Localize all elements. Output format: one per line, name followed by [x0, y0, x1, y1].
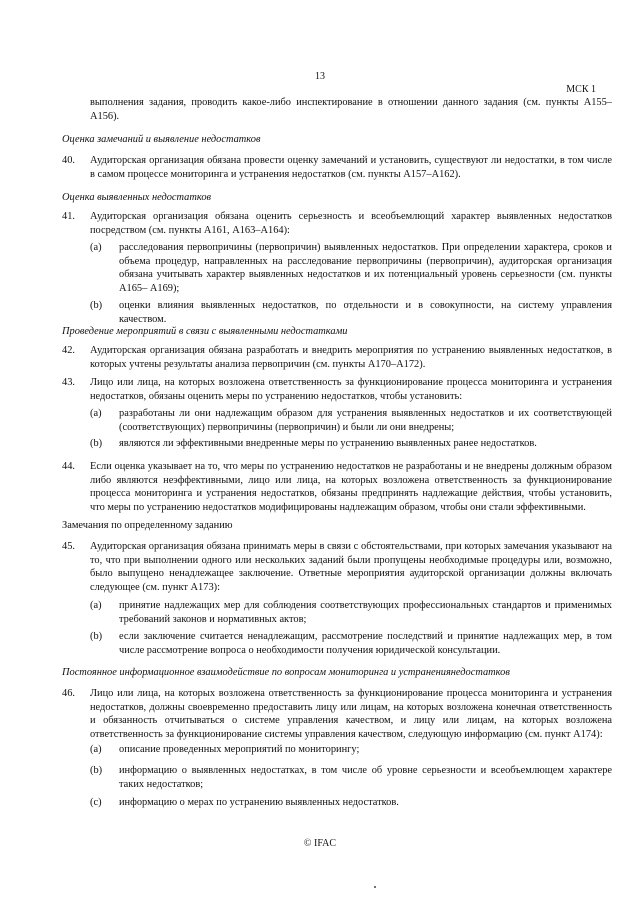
paragraph-number: 42.: [62, 345, 75, 356]
section-heading: Оценка выявленных недостатков: [62, 192, 212, 203]
subitem-text: информацию о выявленных недостатках, в том числе об уровне серьезности и всеобъемлющем характере таких недостатков;: [119, 765, 612, 790]
paragraph-number: 41.: [62, 211, 75, 222]
subitem-label: (c): [90, 797, 102, 808]
paragraph-44: [62, 460, 612, 515]
paragraph-number: 44.: [62, 461, 75, 472]
subitem-text: описание проведенных мероприятий по мониторингу;: [119, 744, 360, 755]
subitem-text: информацию о мерах по устранению выявленных недостатков.: [119, 797, 399, 808]
subitem-46a: [90, 743, 612, 757]
subitem-46c: [90, 796, 612, 810]
subitem-label: (b): [90, 438, 103, 449]
paragraph-text: Лицо или лица, на которых возложена ответственность за функционирование процесса мониторинга и устранения недостатков, должны своевременно предоставить лицу или лицам, на которых возложена конечная ответственность и обязанность отчитываться о системе управления качеством, и лицу или лицам, на которых возложена ответственность за функционирование системы управления качеством, следующую информацию (см. пункт А174):: [90, 688, 612, 741]
paragraph-text: Аудиторская организация обязана провести оценку замечаний и установить, существуют ли недостатки, в том числе в самом процессе мониторинга и устранения недостатков (см. пункты А157–А162).: [90, 155, 612, 180]
paragraph-43: [62, 376, 612, 403]
footer-copyright: © IFAC: [303, 838, 337, 849]
paragraph-number: 46.: [62, 688, 75, 699]
subitem-text: разработаны ли они надлежащим образом для устранения выявленных недостатков и их соответствующей (соответствующих) первопричины (первопричин) и были ли они внедрены;: [119, 408, 612, 433]
paragraph-45: [62, 540, 612, 595]
paragraph-40: [62, 154, 612, 181]
subitem-text: расследования первопричины (первопричин) выявленных недостатков. При определении характера, сроков и объема процедур, направленных на расследование первопричины (первопричин), аудиторская организация обязана учитывать характер выявленных недостатков и их потенциальный уровень серьезности (см. пункты А165– А169);: [119, 242, 612, 295]
section-heading: Оценка замечаний и выявление недостатков: [62, 134, 261, 145]
paragraph-text: Аудиторская организация обязана принимать меры в связи с обстоятельствами, при которых замечания указывают на то, что при выполнении одного или нескольких заданий были пропущены необходимые процедуры или, возможно, было выпущено ненадлежащее заключение. Ответные мероприятия аудиторской организации должны включать следующее (см. пункт А173):: [90, 541, 612, 594]
section-heading: Проведение мероприятий в связи с выявленными недостатками: [62, 326, 348, 337]
subitem-45b: [90, 630, 612, 657]
page-number: 13: [315, 71, 325, 82]
subitem-label: (a): [90, 242, 102, 253]
subitem-46b: [90, 764, 612, 791]
subitem-43b: [90, 437, 612, 451]
paragraph-text: Лицо или лица, на которых возложена ответственность за функционирование процесса мониторинга и устранения недостатков, обязаны оценить меры по устранению недостатков, чтобы установить:: [90, 377, 612, 402]
subitem-label: (a): [90, 600, 102, 611]
section-heading: Постоянное информационное взаимодействие по вопросам мониторинга и устранениянедостатков: [62, 667, 510, 678]
scan-speck: [374, 886, 376, 888]
paragraph-text: Если оценка указывает на то, что меры по устранению недостатков не разработаны и не внедрены должным образом либо являются неэффективными, лицо или лица, на которых возложена ответственность за функционирование процесса мониторинга и устранения недостатков, обязаны предпринять надлежащие действия, чтобы установить, что меры по устранению недостатков модифицированы надлежащим образом, чтобы они стали эффективными.: [90, 461, 612, 514]
subitem-label: (b): [90, 765, 103, 776]
continuation-text: выполнения задания, проводить какое-либо инспектирование в отношении данного задания (см. пункты А155–А156).: [90, 97, 612, 122]
paragraph-text: Аудиторская организация обязана разработать и внедрить мероприятия по устранению выявленных недостатков, в которых учтены результаты анализа первопричин (см. пункты А170–А172).: [90, 345, 612, 370]
subitem-text: принятие надлежащих мер для соблюдения соответствующих профессиональных стандартов и применимых требований законов и нормативных актов;: [119, 600, 612, 625]
paragraph-41: [62, 210, 612, 237]
subitem-43a: [90, 407, 612, 434]
paragraph-number: 40.: [62, 155, 75, 166]
subitem-text: оценки влияния выявленных недостатков, по отдельности и в совокупности, на систему управления качеством.: [119, 300, 612, 325]
subitem-label: (b): [90, 631, 103, 642]
section-heading: Замечания по определенному заданию: [62, 520, 233, 531]
paragraph-number: 45.: [62, 541, 75, 552]
subitem-41b: [90, 299, 612, 326]
paragraph-text: Аудиторская организация обязана оценить серьезность и всеобъемлющий характер выявленных недостатков посредством (см. пункты А161, А163–А164):: [90, 211, 612, 236]
subitem-41a: [90, 241, 612, 296]
paragraph-42: [62, 344, 612, 371]
paragraph-number: 43.: [62, 377, 75, 388]
paragraph-46: [62, 687, 612, 742]
subitem-label: (a): [90, 744, 102, 755]
subitem-label: (a): [90, 408, 102, 419]
subitem-45a: [90, 599, 612, 626]
subitem-label: (b): [90, 300, 103, 311]
standard-label: МСК 1: [566, 84, 596, 95]
subitem-text: если заключение считается ненадлежащим, рассмотрение последствий и принятие надлежащих мер, в том числе рассмотрение вопроса о необходимости получения юридической консультации.: [119, 631, 612, 656]
subitem-text: являются ли эффективными внедренные меры по устранению выявленных ранее недостатков.: [119, 438, 537, 449]
